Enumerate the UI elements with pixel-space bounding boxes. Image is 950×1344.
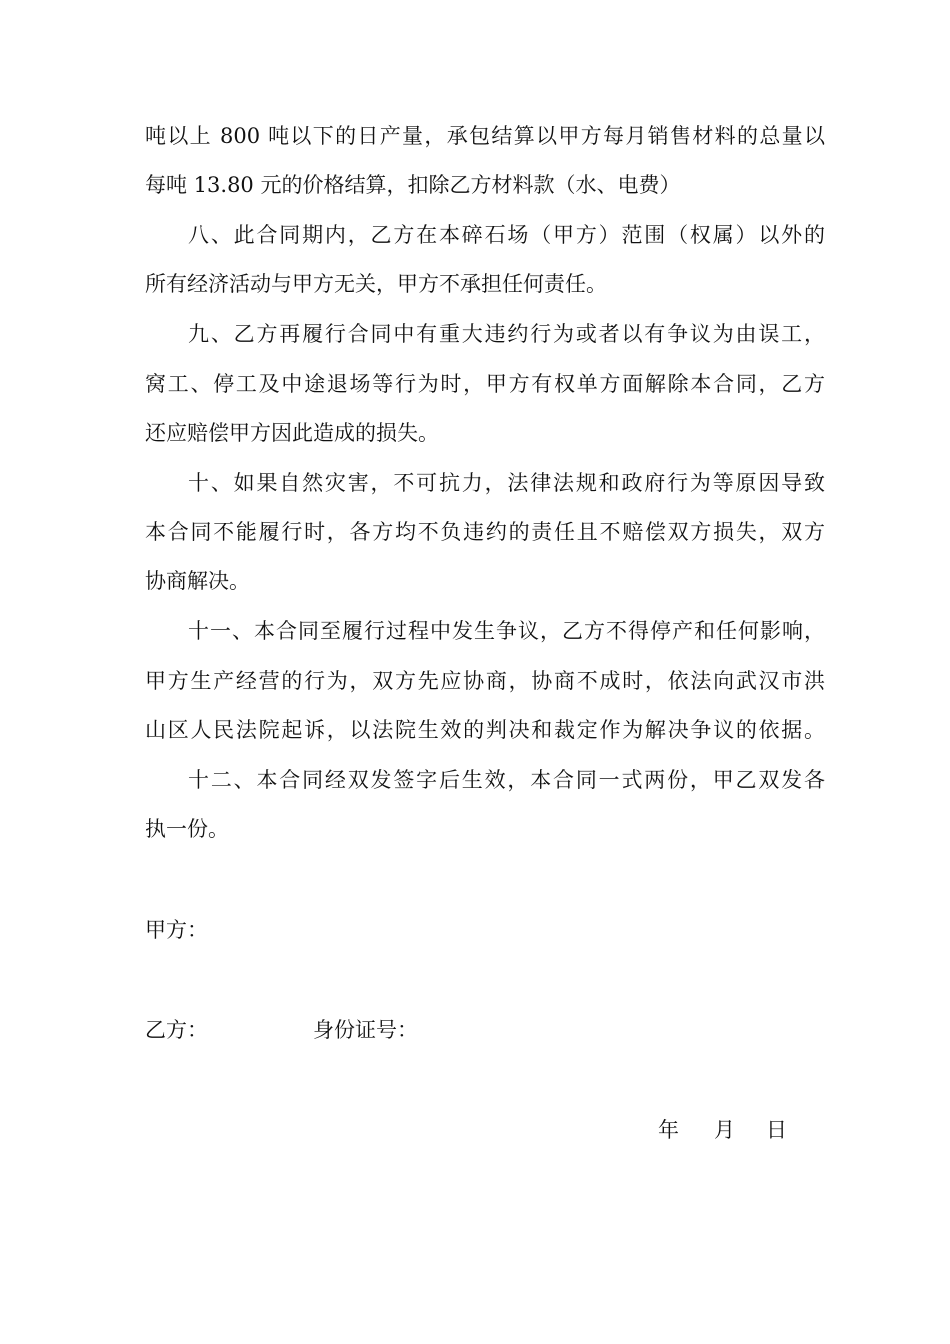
party-b-label: 乙方： bbox=[145, 1018, 208, 1042]
paragraph-line: 九、乙方再履行合同中有重大违约行为或者以有争议为由误工， bbox=[188, 322, 825, 346]
id-number-label: 身份证号： bbox=[313, 1018, 418, 1042]
date-day-label: 日 bbox=[766, 1118, 787, 1142]
paragraph-line: 还应赔偿甲方因此造成的损失。 bbox=[145, 421, 439, 445]
date-year-label: 年 bbox=[658, 1118, 679, 1142]
paragraph-line: 山区人民法院起诉，以法院生效的判决和裁定作为解决争议的依据。 bbox=[145, 718, 825, 742]
paragraph-line: 窝工、停工及中途退场等行为时，甲方有权单方面解除本合同，乙方 bbox=[145, 372, 825, 396]
paragraph-line: 八、此合同期内，乙方在本碎石场（甲方）范围（权属）以外的 bbox=[188, 223, 825, 247]
paragraph-line: 每吨 13.80 元的价格结算，扣除乙方材料款（水、电费） bbox=[145, 173, 681, 197]
paragraph-line: 十一、本合同至履行过程中发生争议，乙方不得停产和任何影响， bbox=[188, 619, 825, 643]
paragraph-line: 十二、本合同经双发签字后生效，本合同一式两份，甲乙双发各 bbox=[188, 768, 825, 792]
paragraph-line: 吨以上 800 吨以下的日产量，承包结算以甲方每月销售材料的总量以 bbox=[145, 124, 825, 148]
paragraph-line: 本合同不能履行时，各方均不负违约的责任且不赔偿双方损失，双方 bbox=[145, 520, 825, 544]
paragraph-line: 甲方生产经营的行为，双方先应协商，协商不成时，依法向武汉市洪 bbox=[145, 669, 825, 693]
date-month-label: 月 bbox=[714, 1118, 735, 1142]
paragraph-line: 所有经济活动与甲方无关，甲方不承担任何责任。 bbox=[145, 272, 607, 296]
paragraph-line: 十、如果自然灾害，不可抗力，法律法规和政府行为等原因导致 bbox=[188, 471, 825, 495]
party-a-label: 甲方： bbox=[145, 918, 208, 942]
paragraph-line: 协商解决。 bbox=[145, 569, 250, 593]
paragraph-line: 执一份。 bbox=[145, 817, 229, 841]
